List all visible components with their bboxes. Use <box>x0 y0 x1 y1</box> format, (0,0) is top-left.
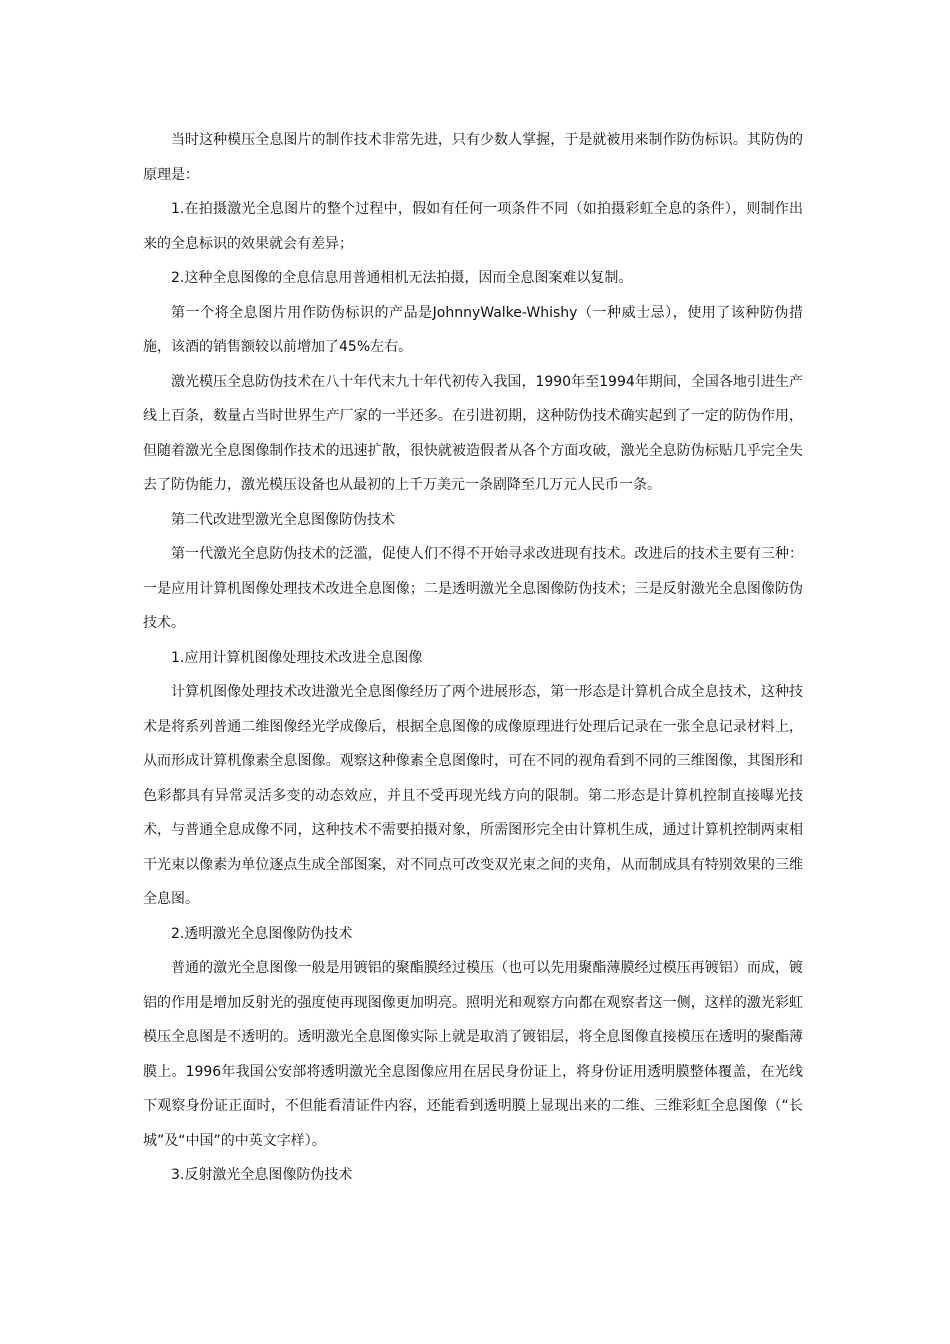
paragraph-first-product: 第一个将全息图片用作防伪标识的产品是JohnnyWalke-Whishy（一种威士忌），使用了该种防伪措施，该酒的销售额较以前增加了45%左右。 <box>143 304 803 355</box>
heading-second-generation: 第二代改进型激光全息图像防伪技术 <box>171 511 395 528</box>
heading-transparent: 2.透明激光全息图像防伪技术 <box>171 925 353 942</box>
paragraph-second-generation: 第一代激光全息防伪技术的泛滥，促使人们不得不开始寻求改进现有技术。改进后的技术主要有三种：一是应用计算机图像处理技术改进全息图像；二是透明激光全息图像防伪技术；三是反射激光全息图像防伪技术。 <box>143 546 803 631</box>
heading-computer-image: 1.应用计算机图像处理技术改进全息图像 <box>171 649 423 666</box>
document-body <box>143 123 803 1193</box>
paragraph-china-history: 激光模压全息防伪技术在八十年代末九十年代初传入我国，1990年至1994年期间，全国各地引进生产线上百条，数量占当时世界生产厂家的一半还多。在引进初期，这种防伪技术确实起到了一定的防伪作用，但随着激光全息图像制作技术的迅速扩散，很快就被造假者从各个方面攻破，激光全息防伪标贴几乎完全失去了防伪能力，激光模压设备也从最初的上千万美元一条剧降至几万元人民币一条。 <box>143 373 803 493</box>
paragraph-principle-1: 1.在拍摄激光全息图片的整个过程中，假如有任何一项条件不同（如拍摄彩虹全息的条件），则制作出来的全息标识的效果就会有差异； <box>143 201 803 252</box>
paragraph-intro: 当时这种模压全息图片的制作技术非常先进，只有少数人掌握，于是就被用来制作防伪标识。其防伪的原理是： <box>143 132 803 183</box>
heading-reflective: 3.反射激光全息图像防伪技术 <box>171 1167 353 1183</box>
paragraph-computer-image: 计算机图像处理技术改进激光全息图像经历了两个进展形态，第一形态是计算机合成全息技术，这种技术是将系列普通二维图像经光学成像后，根据全息图像的成像原理进行处理后记录在一张全息记录材料上，从而形成计算机像素全息图像。观察这种像素全息图像时，可在不同的视角看到不同的三维图像，其图形和色彩都具有异常灵活多变的动态效应，并且不受再现光线方向的限制。第二形态是计算机控制直接曝光技术，与普通全息成像不同，这种技术不需要拍摄对象，所需图形完全由计算机生成，通过计算机控制两束相干光束以像素为单位逐点生成全部图案，对不同点可改变双光束之间的夹角，从而制成具有特别效果的三维全息图。 <box>143 684 803 907</box>
paragraph-transparent: 普通的激光全息图像一般是用镀铝的聚酯膜经过模压（也可以先用聚酯薄膜经过模压再镀铝）而成，镀铝的作用是增加反射光的强度使再现图像更加明亮。照明光和观察方向都在观察者这一侧，这样的激光彩虹模压全息图是不透明的。透明激光全息图像实际上就是取消了镀铝层，将全息图像直接模压在透明的聚酯薄膜上。1996年我国公安部将透明激光全息图像应用在居民身份证上，将身份证用透明膜整体覆盖，在光线下观察身份证正面时，不但能看清证件内容，还能看到透明膜上显现出来的二维、三维彩虹全息图像（“长城”及“中国”的中英文字样）。 <box>143 960 803 1149</box>
paragraph-principle-2: 2.这种全息图像的全息信息用普通相机无法拍摄，因而全息图案难以复制。 <box>171 270 633 286</box>
